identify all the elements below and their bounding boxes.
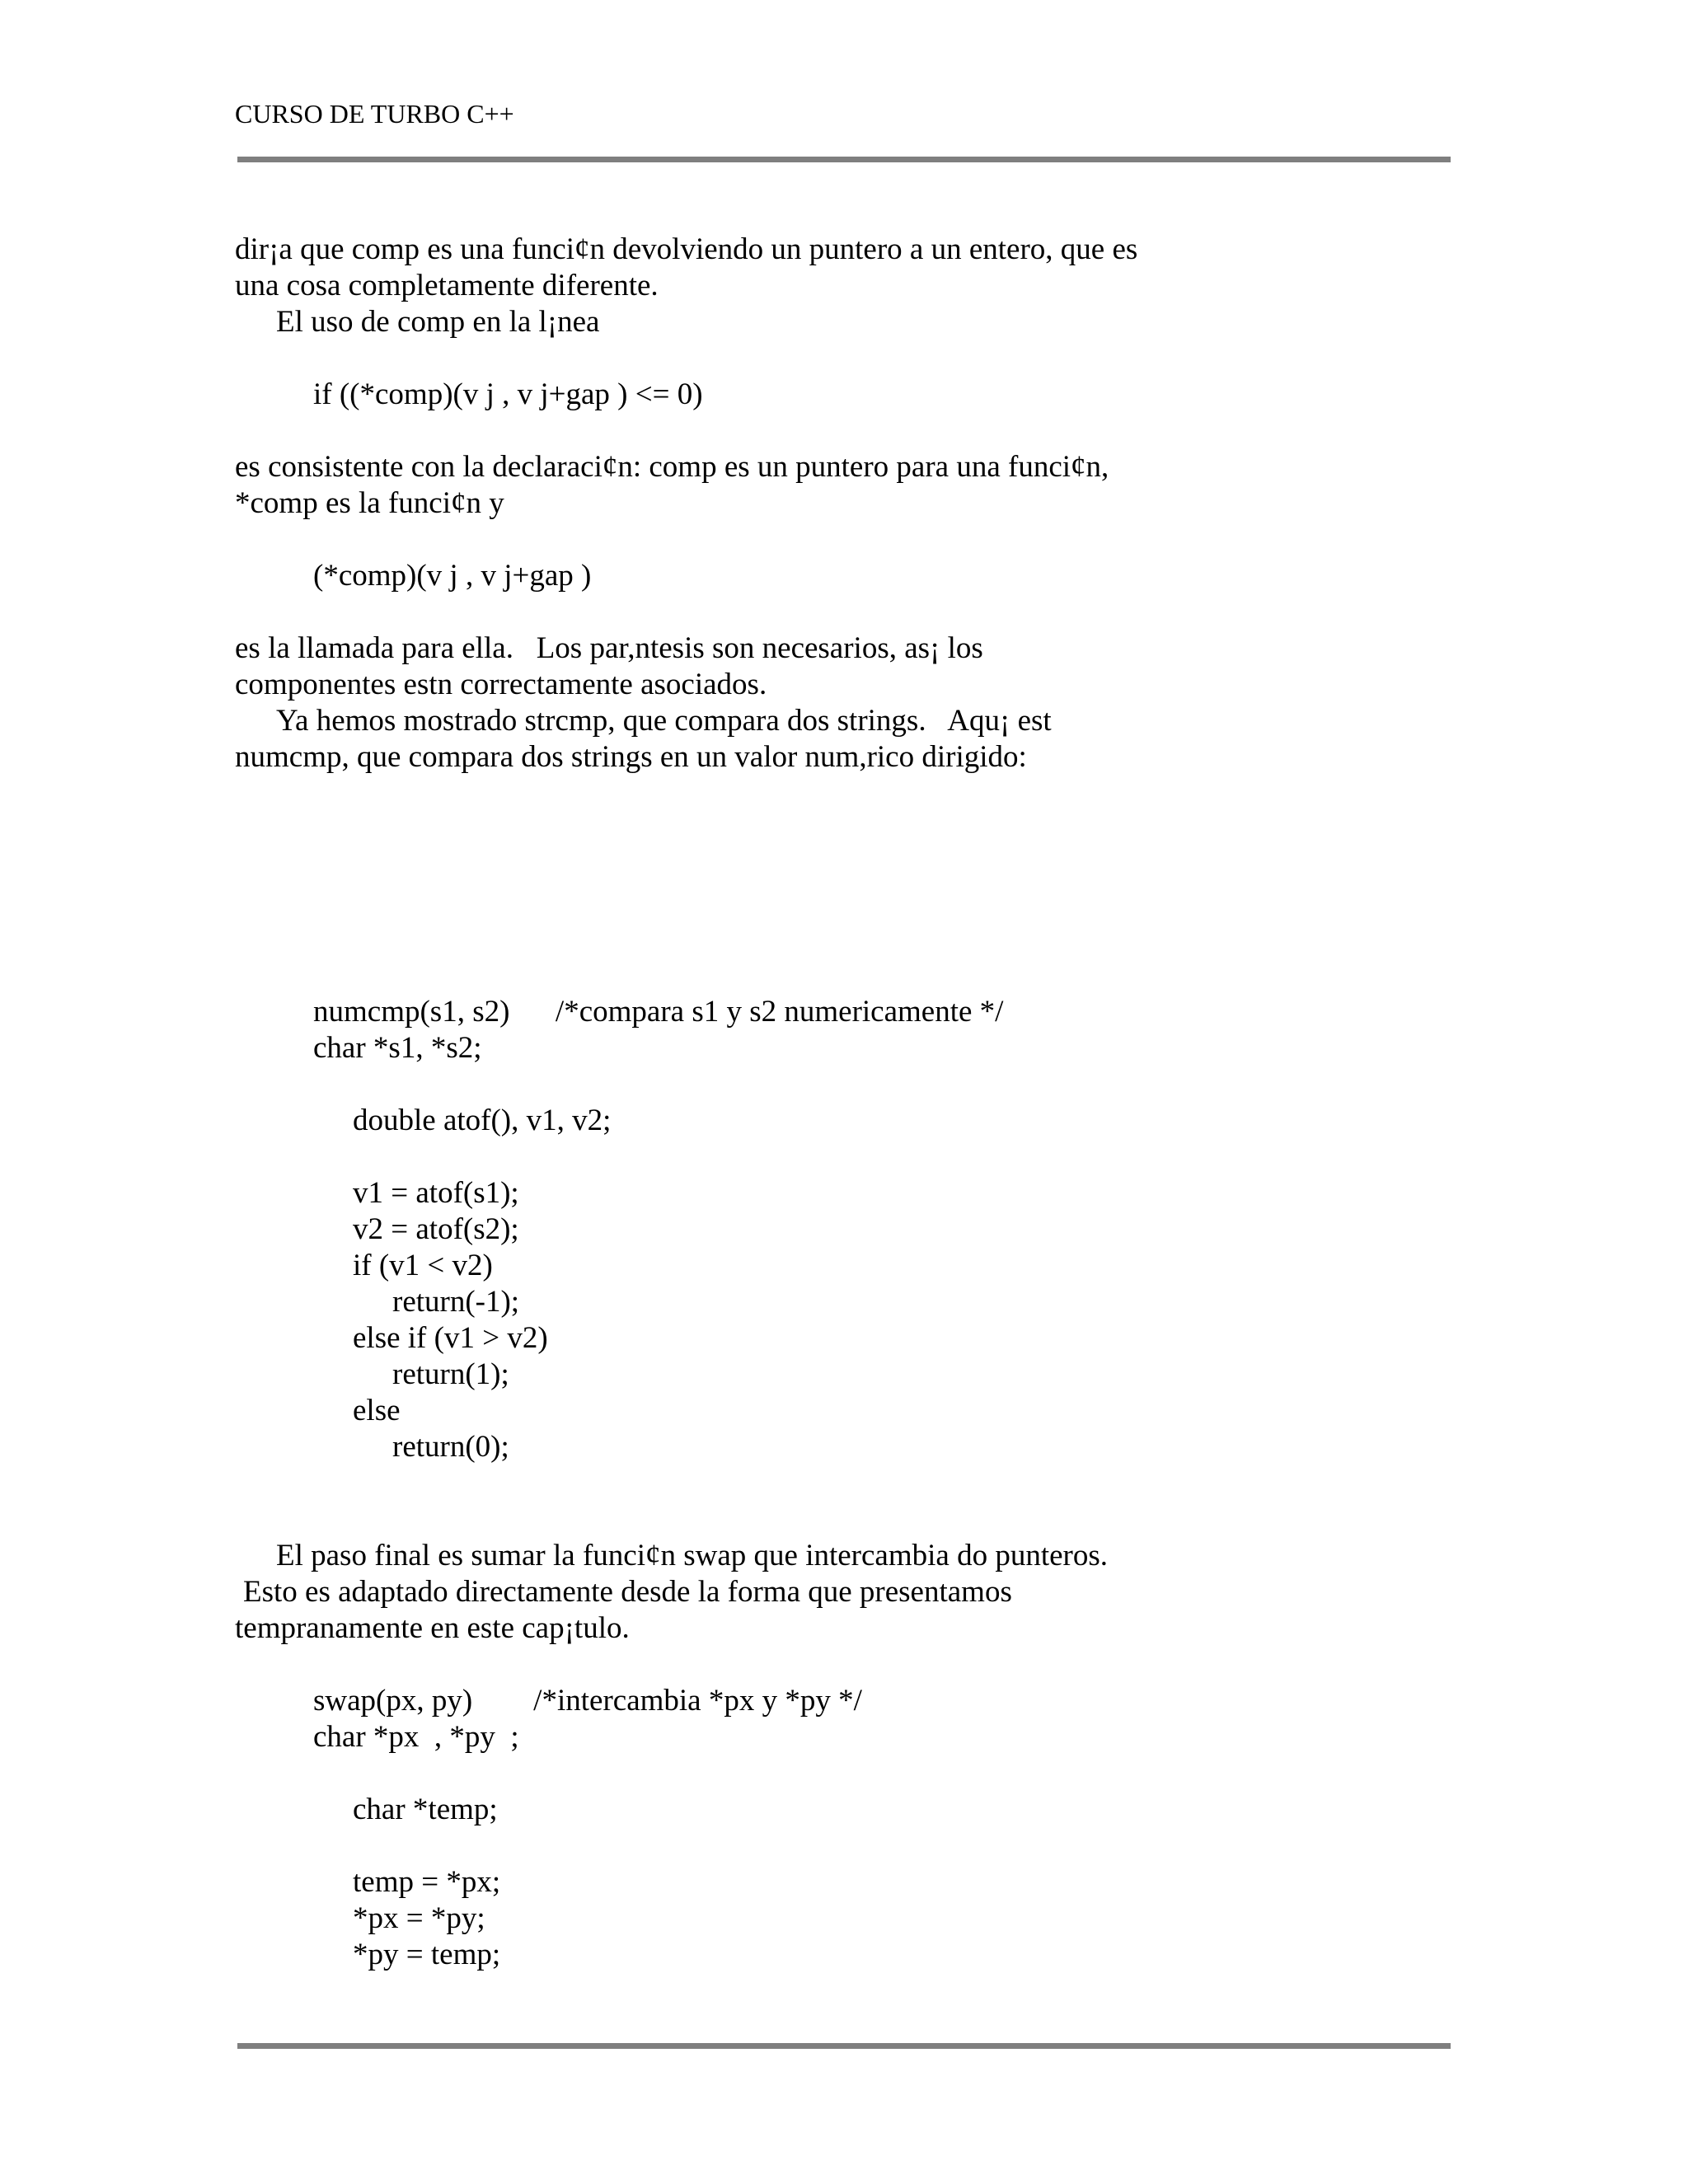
code-line: v1 = atof(s1);	[353, 1176, 519, 1210]
code-line: else if (v1 > v2)	[353, 1321, 548, 1355]
code-line: numcmp(s1, s2) /*compara s1 y s2 numericamente */	[313, 995, 1004, 1029]
text-line: El uso de comp en la l¡nea	[276, 305, 600, 339]
header-title: CURSO DE TURBO C++	[235, 99, 514, 129]
code-line: (*comp)(v j , v j+gap )	[313, 559, 592, 593]
code-line: v2 = atof(s2);	[353, 1212, 519, 1246]
code-line: return(1);	[392, 1357, 509, 1391]
code-line: double atof(), v1, v2;	[353, 1104, 612, 1137]
code-line: *px = *py;	[353, 1901, 485, 1935]
code-line: temp = *px;	[353, 1865, 501, 1899]
code-line: if ((*comp)(v j , v j+gap ) <= 0)	[313, 377, 703, 411]
footer-rule	[237, 2043, 1451, 2049]
text-line: Esto es adaptado directamente desde la forma que presentamos	[243, 1575, 1012, 1609]
code-line: return(-1);	[392, 1285, 520, 1319]
code-line: *py = temp;	[353, 1938, 501, 1971]
code-line: return(0);	[392, 1430, 509, 1464]
text-line: es consistente con la declaraci¢n: comp es un puntero para una funci¢n,	[235, 450, 1109, 484]
text-line: es la llamada para ella. Los par,ntesis son necesarios, as¡ los	[235, 631, 983, 665]
text-line: componentes estn correctamente asociados.	[235, 668, 767, 701]
code-line: char *temp;	[353, 1793, 498, 1826]
text-line: Ya hemos mostrado strcmp, que compara dos strings. Aqu¡ est	[276, 704, 1052, 738]
code-line: char *s1, *s2;	[313, 1031, 482, 1065]
header-rule	[237, 157, 1451, 162]
code-line: if (v1 < v2)	[353, 1249, 493, 1282]
text-line: tempranamente en este cap¡tulo.	[235, 1611, 630, 1645]
code-line: swap(px, py) /*intercambia *px y *py */	[313, 1684, 862, 1718]
text-line: *comp es la funci¢n y	[235, 486, 504, 520]
text-line: dir¡a que comp es una funci¢n devolviendo un puntero a un entero, que es	[235, 232, 1138, 266]
text-line: una cosa completamente diferente.	[235, 269, 659, 302]
code-line: else	[353, 1394, 401, 1427]
code-line: char *px , *py ;	[313, 1720, 519, 1754]
text-line: numcmp, que compara dos strings en un valor num,rico dirigido:	[235, 740, 1027, 774]
text-line: El paso final es sumar la funci¢n swap que intercambia do punteros.	[276, 1539, 1108, 1572]
